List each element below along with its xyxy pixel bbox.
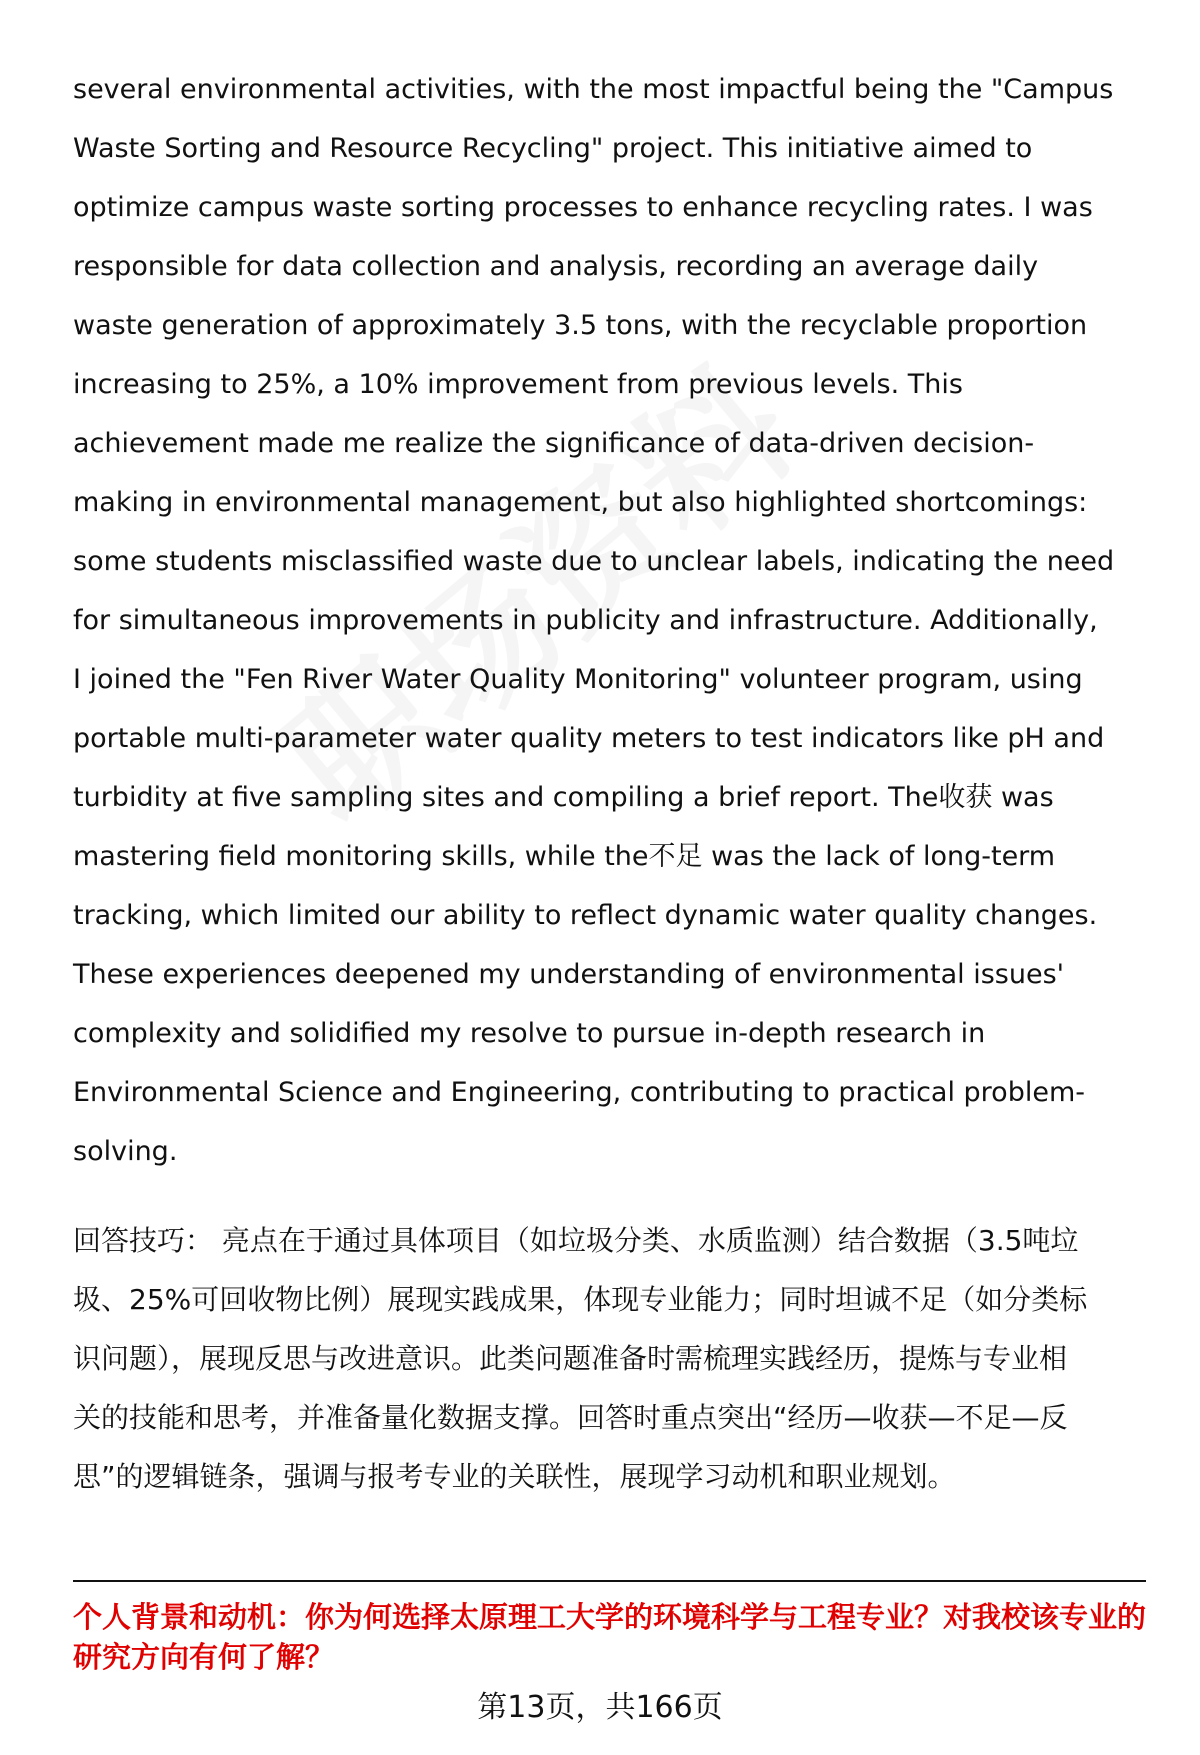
tips-line: 关的技能和思考，并准备量化数据支撑。回答时重点突出“经历—收获—不足—反 xyxy=(73,1401,1068,1434)
answer-paragraph xyxy=(73,60,1153,1181)
next-question-heading: 个人背景和动机：你为何选择太原理工大学的环境科学与工程专业？对我校该专业的研究方向有何了解？ xyxy=(73,1600,1147,1674)
text-line: I joined the "Fen River Water Quality Monitoring" volunteer program, using xyxy=(73,664,1083,695)
text-line: solving. xyxy=(73,1136,178,1167)
text-line: waste generation of approximately 3.5 tons, with the recyclable proportion xyxy=(73,310,1088,341)
tips-line: 圾、25%可回收物比例）展现实践成果，体现专业能力；同时坦诚不足（如分类标 xyxy=(73,1283,1088,1316)
page-number: 第13页，共166页 xyxy=(477,1690,723,1725)
text-line: increasing to 25%, a 10% improvement from previous levels. This xyxy=(73,369,963,400)
text-line: mastering field monitoring skills, while the不足 was the lack of long-term xyxy=(73,841,1056,872)
text-line: some students misclassified waste due to unclear labels, indicating the need xyxy=(73,546,1115,577)
text-line: making in environmental management, but also highlighted shortcomings: xyxy=(73,487,1088,518)
answer-tips-paragraph xyxy=(73,1211,1153,1506)
text-line: turbidity at five sampling sites and compiling a brief report. The收获 was xyxy=(73,782,1054,813)
text-line: These experiences deepened my understanding of environmental issues' xyxy=(73,959,1065,990)
tips-line: 思”的逻辑链条，强调与报考专业的关联性，展现学习动机和职业规划。 xyxy=(73,1460,956,1493)
text-line: Environmental Science and Engineering, contributing to practical problem- xyxy=(73,1077,1085,1108)
text-line: responsible for data collection and analysis, recording an average daily xyxy=(73,251,1039,282)
text-line: Waste Sorting and Resource Recycling" project. This initiative aimed to xyxy=(73,133,1033,164)
text-line: for simultaneous improvements in publicity and infrastructure. Additionally, xyxy=(73,605,1098,636)
text-line: tracking, which limited our ability to reflect dynamic water quality changes. xyxy=(73,900,1098,931)
tips-line: 回答技巧： 亮点在于通过具体项目（如垃圾分类、水质监测）结合数据（3.5吨垃 xyxy=(73,1224,1079,1257)
text-line: portable multi-parameter water quality meters to test indicators like pH and xyxy=(73,723,1105,754)
tips-line: 识问题），展现反思与改进意识。此类问题准备时需梳理实践经历，提炼与专业相 xyxy=(73,1342,1068,1375)
text-line: complexity and solidified my resolve to pursue in-depth research in xyxy=(73,1018,986,1049)
divider xyxy=(73,1580,1146,1582)
text-line: achievement made me realize the significance of data-driven decision- xyxy=(73,428,1035,459)
text-line: several environmental activities, with the most impactful being the "Campus xyxy=(73,74,1114,105)
text-line: optimize campus waste sorting processes to enhance recycling rates. I was xyxy=(73,192,1093,223)
